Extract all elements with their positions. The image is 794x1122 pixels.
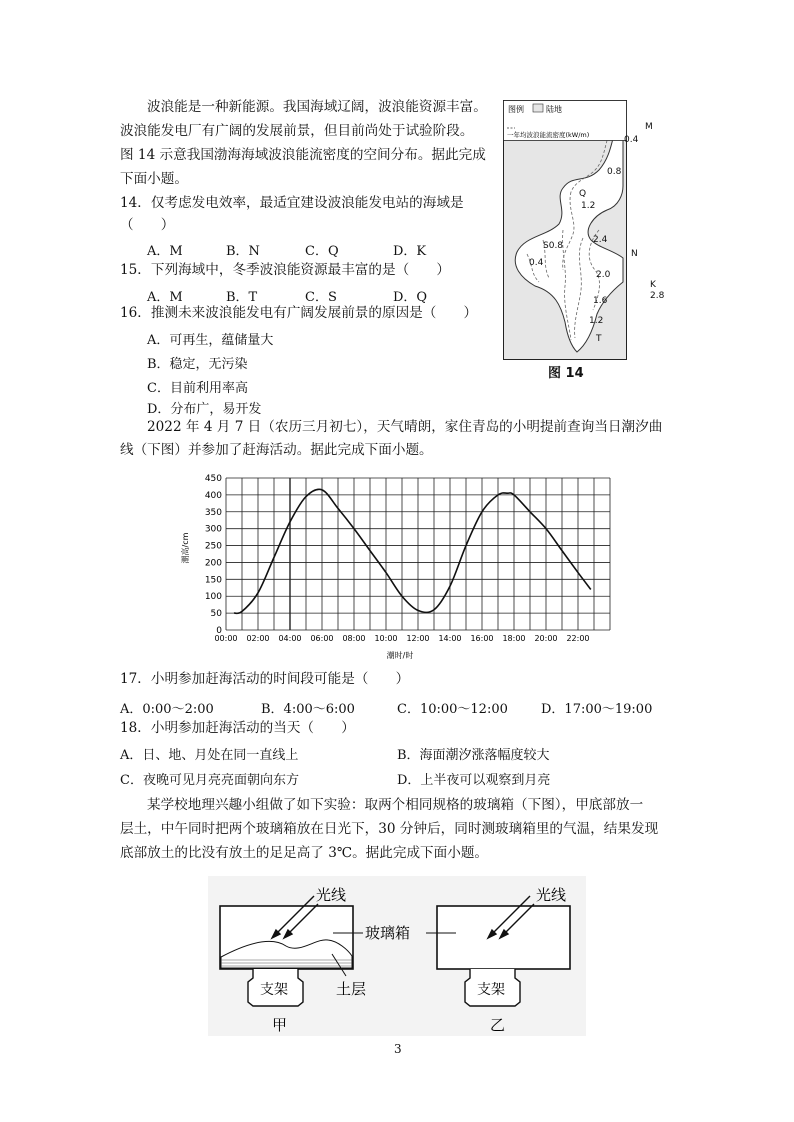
map-label-04b: 0.4	[529, 258, 544, 268]
page-number: 3	[394, 1042, 402, 1056]
q18-option-d: D．上半夜可以观察到月亮	[397, 773, 551, 788]
q18-stem: 18．小明参加赶海活动的当天（ ）	[120, 720, 355, 736]
map-legend-line: 一年均波浪能流密度(kW/m)	[507, 131, 590, 139]
map-legend-title: 图例	[508, 105, 524, 114]
map-label-q: Q	[579, 189, 587, 199]
y-tick-label: 450	[204, 474, 222, 484]
y-tick-label: 200	[204, 558, 222, 569]
q14-option-a: A．M	[147, 244, 183, 259]
tide-curve	[234, 489, 591, 613]
q17-option-b: B．4:00～6:00	[261, 702, 355, 717]
map-label-16: 1.6	[593, 296, 608, 306]
map-label-08a: 0.8	[607, 167, 622, 177]
q15-stem: 15．下列海域中，冬季波浪能资源最丰富的是（ ）	[120, 262, 450, 278]
intro2-line-2: 线（下图）并参加了赶海活动。据此完成下面小题。	[120, 442, 433, 458]
map-legend-land: 陆地	[546, 105, 562, 114]
label-yi: 乙	[490, 1016, 506, 1034]
glass-box-experiment-diagram	[208, 876, 586, 1036]
q14-option-c: C．Q	[305, 244, 339, 259]
glass-box-label: 玻璃箱	[365, 924, 411, 942]
intro3-line-3: 底部放土的比没有放土的足足高了 3℃。据此完成下面小题。	[120, 845, 489, 861]
map-label-28: 2.8	[650, 291, 665, 301]
intro2-line-1: 2022 年 4 月 7 日（农历三月初七），天气晴朗，家住青岛的小明提前查询当日潮汐曲	[147, 419, 663, 435]
y-tick-label: 250	[204, 541, 222, 552]
q14-stem: 14．仅考虑发电效率，最适宜建设波浪能发电站的海域是	[120, 195, 464, 211]
y-tick-label: 150	[204, 575, 222, 586]
map-label-n: N	[631, 249, 638, 259]
x-tick-label: 14:00	[438, 634, 462, 643]
x-tick-label: 06:00	[310, 634, 334, 643]
y-tick-label: 0	[216, 626, 222, 636]
q14-option-d: D．K	[393, 244, 427, 259]
y-tick-label: 350	[204, 507, 222, 518]
x-tick-label: 12:00	[406, 634, 430, 643]
q16-stem: 16．推测未来波浪能发电有广阔发展前景的原因是（ ）	[120, 305, 478, 321]
label-jia: 甲	[272, 1016, 288, 1034]
map-caption: 图 14	[548, 366, 584, 381]
intro3-line-2: 层土，中午同时把两个玻璃箱放在日光下，30 分钟后，同时测玻璃箱里的气温，结果发现	[120, 821, 659, 837]
q16-option-a: A．可再生，蕴储量大	[147, 333, 274, 348]
q17-stem: 17．小明参加赶海活动的时间段可能是（ ）	[120, 671, 410, 687]
q15-option-c: C．S	[305, 290, 337, 305]
q16-option-b: B．稳定，无污染	[147, 357, 248, 372]
map-label-t: T	[596, 334, 602, 344]
light-label-yi: 光线	[536, 886, 567, 904]
q14-option-b: B．N	[226, 244, 260, 259]
q17-option-a: A．0:00～2:00	[120, 702, 214, 717]
q17-option-c: C．10:00～12:00	[397, 702, 508, 717]
x-tick-label: 02:00	[246, 634, 270, 643]
intro-line-3: 图 14 示意我国渤海海域波浪能流密度的空间分布。据此完成	[120, 147, 486, 163]
x-tick-label: 22:00	[566, 634, 590, 643]
map-label-12b: 1.2	[589, 316, 604, 326]
x-tick-label: 04:00	[278, 634, 302, 643]
x-tick-label: 08:00	[342, 634, 366, 643]
q18-option-c: C．夜晚可见月亮亮面朝向东方	[120, 773, 299, 788]
q17-option-d: D．17:00～19:00	[541, 702, 653, 717]
x-tick-label: 16:00	[470, 634, 494, 643]
stand-label-yi: 支架	[477, 982, 505, 998]
intro-line-2: 波浪能发电厂有广阔的发展前景，但目前尚处于试验阶段。	[120, 123, 474, 139]
map-label-k: K	[650, 280, 656, 290]
intro-line-1: 波浪能是一种新能源。我国海域辽阔，波浪能资源丰富。	[147, 99, 487, 115]
q14-paren: （ ）	[120, 217, 175, 233]
map-label-s08: S0.8	[543, 241, 564, 251]
q15-option-d: D．Q	[393, 290, 428, 305]
intro-line-4: 下面小题。	[120, 171, 188, 187]
x-tick-label: 10:00	[374, 634, 398, 643]
x-axis-label: 潮时/时	[386, 651, 414, 660]
q15-option-a: A．M	[147, 290, 183, 305]
map-label-04a: 0.4	[624, 135, 639, 145]
glass-box-yi	[437, 906, 570, 969]
q16-option-c: C．目前利用率高	[147, 381, 248, 396]
y-axis-label: 潮高/cm	[181, 532, 190, 564]
tide-chart	[176, 468, 626, 660]
stand-label-jia: 支架	[260, 982, 288, 998]
x-tick-label: 18:00	[502, 634, 526, 643]
y-tick-label: 100	[204, 592, 222, 603]
map-label-24: 2.4	[593, 235, 608, 245]
light-label-jia: 光线	[316, 886, 347, 904]
map-label-12a: 1.2	[581, 201, 596, 211]
map-labels-layer	[503, 100, 665, 360]
soil-label: 土层	[336, 980, 367, 998]
y-tick-label: 400	[204, 490, 222, 501]
q18-option-a: A．日、地、月处在同一直线上	[120, 748, 299, 763]
q15-option-b: B．T	[226, 290, 258, 305]
x-tick-label: 00:00	[214, 634, 238, 643]
q16-option-d: D．分布广，易开发	[147, 402, 262, 417]
map-label-20: 2.0	[596, 270, 611, 280]
map-label-m: M	[645, 122, 653, 132]
y-tick-label: 300	[204, 524, 222, 535]
intro3-line-1: 某学校地理兴趣小组做了如下实验：取两个相同规格的玻璃箱（下图），甲底部放一	[147, 797, 644, 813]
q18-option-b: B．海面潮汐涨落幅度较大	[397, 748, 550, 763]
x-tick-label: 20:00	[534, 634, 558, 643]
y-tick-label: 50	[210, 609, 222, 620]
